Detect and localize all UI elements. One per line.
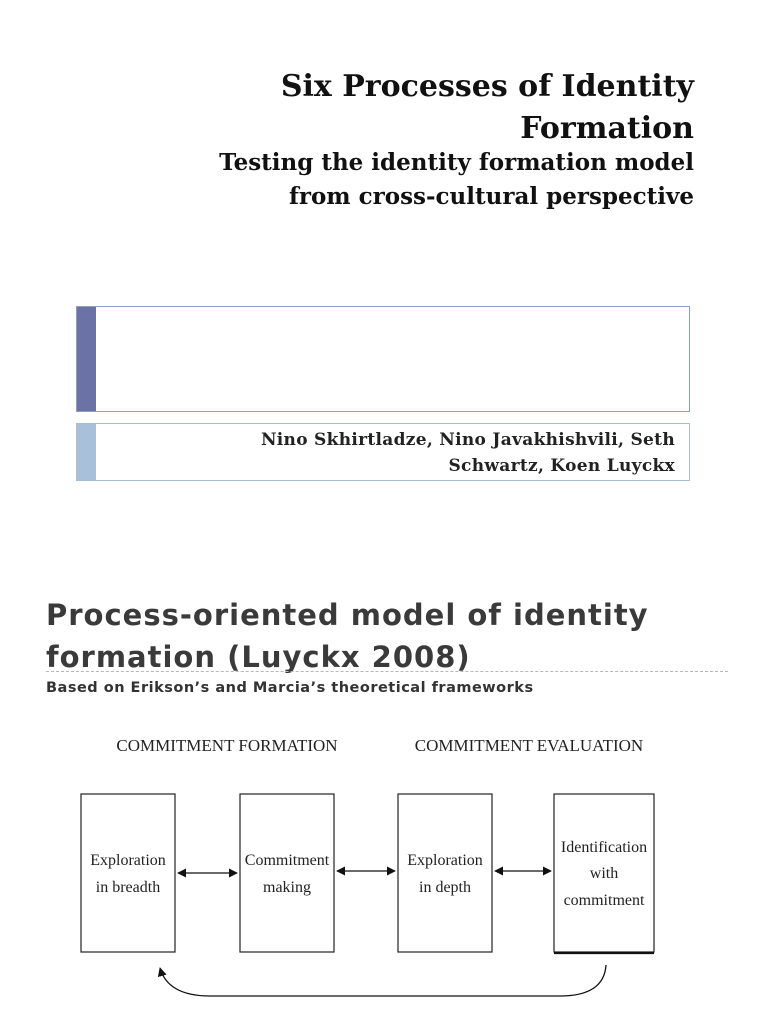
slide-subtitle-line-2: from cross-cultural perspective xyxy=(288,183,694,210)
feedback-loop-arrow xyxy=(160,965,606,996)
box-commitment-making xyxy=(240,794,334,952)
slide-title-line-2: Formation xyxy=(520,111,694,146)
model-title-line-1: Process-oriented model of identity xyxy=(46,598,649,632)
identity-process-diagram xyxy=(0,540,768,1024)
authors xyxy=(135,427,675,479)
accent-bar-dark xyxy=(77,307,96,411)
box4-line-3: commitment xyxy=(563,892,645,909)
authors-line-1: Nino Skhirtladze, Nino Javakhishvili, Seth xyxy=(260,430,675,450)
box1-line-2: in breadth xyxy=(95,879,161,896)
slide-title xyxy=(74,66,694,150)
model-slide-subtitle: Based on Erikson’s and Marcia’s theoretical frameworks xyxy=(46,680,534,696)
empty-content-box xyxy=(76,306,690,412)
box4-line-2: with xyxy=(589,865,619,882)
header-commitment-evaluation: COMMITMENT EVALUATION xyxy=(414,736,644,755)
box2-line-1: Commitment xyxy=(244,852,330,869)
model-title-line-2: formation (Luyckx 2008) xyxy=(46,640,471,674)
box3-line-2: in depth xyxy=(419,879,471,896)
accent-bar-light xyxy=(77,424,96,480)
slide-title-line-1: Six Processes of Identity xyxy=(280,69,694,104)
box3-line-1: Exploration xyxy=(407,852,483,869)
slide-subtitle xyxy=(54,146,694,214)
model-slide xyxy=(0,540,768,1024)
box-exploration-in-breadth xyxy=(81,794,175,952)
box2-line-2: making xyxy=(263,879,311,896)
box-exploration-in-depth xyxy=(398,794,492,952)
authors-box xyxy=(76,423,690,481)
authors-line-2: Schwartz, Koen Luyckx xyxy=(448,456,675,476)
box1-line-1: Exploration xyxy=(90,852,166,869)
box4-line-1: Identification xyxy=(560,839,648,856)
header-commitment-formation: COMMITMENT FORMATION xyxy=(116,736,338,755)
slide-subtitle-line-1: Testing the identity formation model xyxy=(219,149,694,176)
